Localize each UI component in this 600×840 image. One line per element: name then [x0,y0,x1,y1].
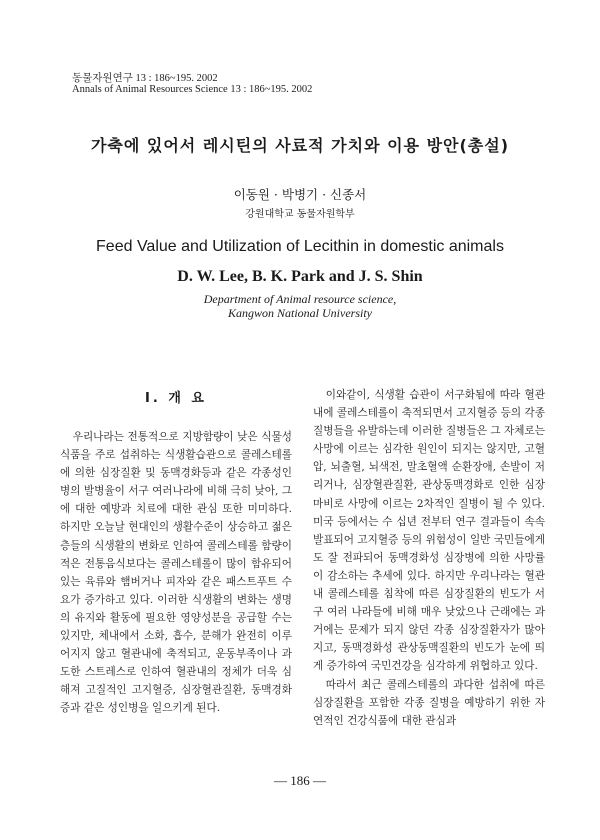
paragraph: 이와같이, 식생활 습관이 서구화됨에 따라 혈관내에 콜레스테롤이 축적되면서 고지혈증 등의 각종 질병들을 유발하는데 이러한 질병들은 그 자체로는 사망에 이르는 심각한 원인이 되지는 않지만, 고혈압, 뇌출혈, 뇌색전, 말초혈액 순환장애, 손발이 저리거나, 심장혈관질환, 관상동맥경화로 인한 심장마비로 사망에 이르는 2차적인 질병이 될 수 있다. 미국 등에서는 수 십년 전부터 연구 결과들이 속속 발표되어 고지혈증 등의 위험성이 일반 국민들에게도 잘 전파되어 동맥경화성 심장병에 의한 사망률이 감소하는 추세에 있다. 하지만 우리나라는 혈관내 콜레스테롤 침착에 따른 심장질환의 빈도가 서구 여러 나라들에 비해 매우 낮았으나 근래에는 과거에는 문제가 되지 않던 각종 심장질환자가 많아지고, 동맥경화성 관상동맥질환의 빈도가 눈에 띄게 증가하여 국민건강을 심각하게 위협하고 있다. [313,389,545,673]
page-number: — 186 — [274,773,326,788]
authors-english: D. W. Lee, B. K. Park and J. S. Shin [177,268,423,285]
paper-title-korean: 가축에 있어서 레시틴의 사료적 가치와 이용 방안(총설) [90,136,510,155]
body-column-right [313,386,545,730]
journal-citation-korean: 동물자원연구 13 : 186~195. 2002 [72,73,218,84]
section-heading-overview: I. 개 요 [145,391,207,406]
authors-korean: 이동원 · 박병기 · 신종서 [233,187,367,202]
body-column-left [60,428,292,718]
paragraph: 따라서 최근 콜레스테롤의 과다한 섭취에 따른 심장질환을 포함한 각종 질병을 예방하기 위한 자연적인 건강식품에 대한 관심과 [313,678,545,727]
paragraph: 우리나라는 전통적으로 지방함량이 낮은 식물성 식품을 주로 섭취하는 식생활습관으로 콜레스테롤에 의한 심장질환 및 동맥경화등과 같은 각종성인병의 발병율이 서구 여러나라에 비해 극히 낮아, 그에 대한 예방과 치료에 대한 관심 또한 미미하다. 하지만 오늘날 현대인의 생활수준이 상승하고 젊은층들의 식생활의 변화로 인하여 콜레스테롤 함량이 적은 전통음식보다는 콜레스테롤이 많이 함유되어 있는 육류와 햄버거나 피자와 같은 패스트푸트 수요가 증가하고 있다. 이러한 식생활의 변화는 생명의 유지와 활동에 필요한 영양성분을 공급할 수는 있지만, 체내에서 소화, 흡수, 분해가 완전히 이루어지지 않고 혈관내에 축적되고, 운동부족이나 과도한 스트레스로 인하여 혈관내의 정체가 더욱 심해져 고질적인 고지혈증, 심장혈관질환, 동맥경화증과 같은 성인병을 일으키게 된다. [60,431,292,715]
paper-title-english: Feed Value and Utilization of Lecithin in domestic animals [96,238,504,255]
affiliation-korean: 강원대학교 동물자원학부 [245,209,355,220]
affiliation-english-line1: Department of Animal resource science, [203,292,397,306]
affiliation-english-line2: Kangwon National University [228,306,372,320]
journal-citation-english: Annals of Animal Resources Science 13 : 186~195. 2002 [72,84,313,95]
